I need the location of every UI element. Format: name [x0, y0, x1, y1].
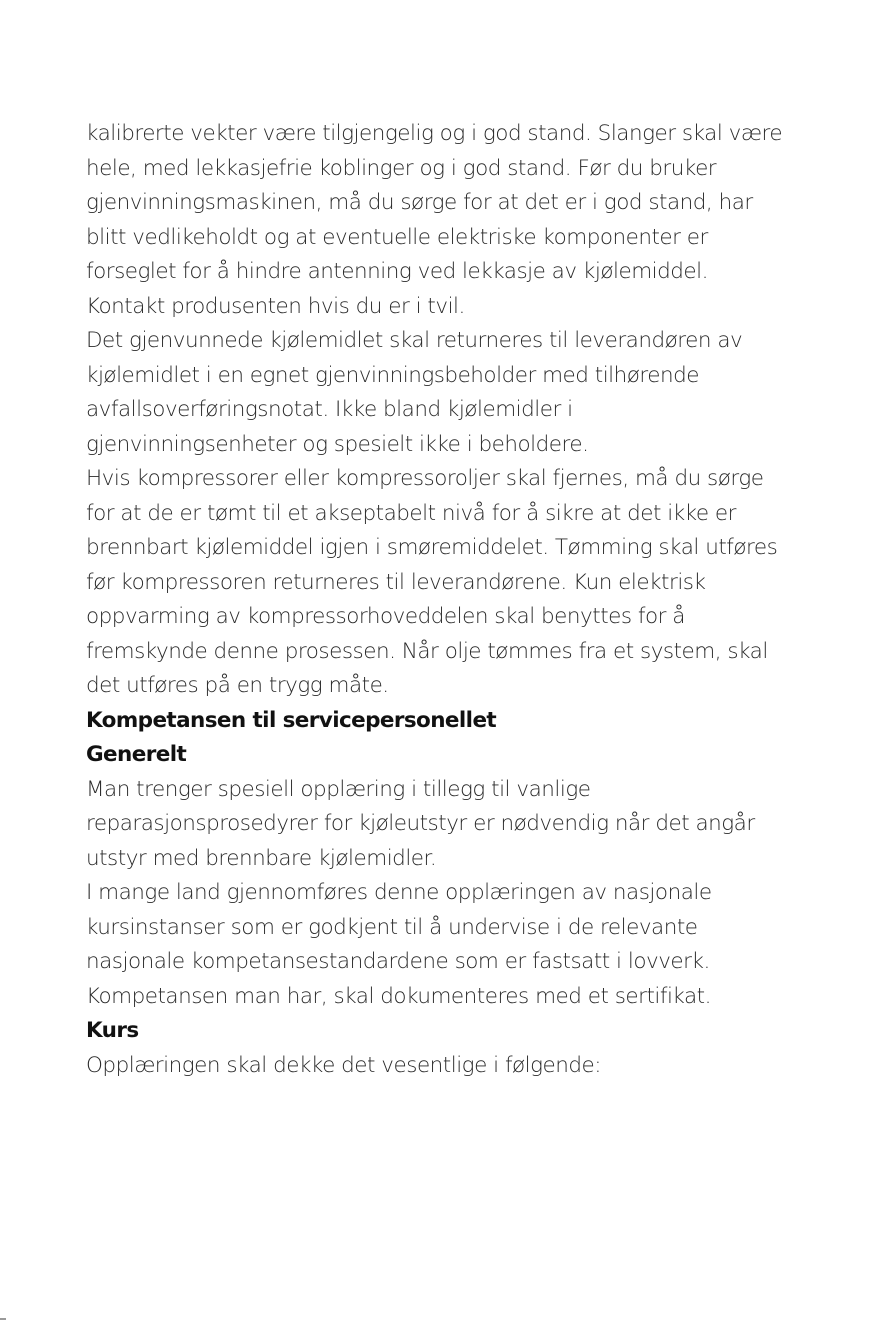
- paragraph-line: Opplæringen skal dekke det vesentlige i følgende:: [86, 1052, 602, 1078]
- paragraph-line: det utføres på en trygg måte.: [86, 673, 389, 698]
- paragraph-line: I mange land gjennomføres denne opplæringen av nasjonale: [86, 880, 712, 905]
- subsection-heading: Kurs: [86, 1018, 139, 1043]
- paragraph-line: Man trenger spesiell opplæring i tillegg til vanlige: [86, 776, 591, 802]
- paragraph-line: gjenvinningsenheter og spesielt ikke i beholdere.: [86, 431, 589, 457]
- paragraph-line: brennbart kjølemiddel igjen i smøremiddelet. Tømming skal utføres: [86, 535, 778, 560]
- paragraph-line: Kontakt produsenten hvis du er i tvil.: [86, 293, 465, 319]
- paragraph-line: for at de er tømt til et akseptabelt nivå for å sikre at det ikke er: [86, 500, 736, 526]
- paragraph-line: kjølemidlet i en egnet gjenvinningsbeholder med tilhørende: [86, 362, 700, 388]
- paragraph-line: hele, med lekkasjefrie koblinger og i god stand. Før du bruker: [86, 155, 717, 181]
- paragraph-line: fremskynde denne prosessen. Når olje tømmes fra et system, skal: [86, 638, 768, 664]
- paragraph-line: avfallsoverføringsnotat. Ikke bland kjølemidler i: [86, 397, 573, 422]
- paragraph-line: Det gjenvunnede kjølemidlet skal returneres til leverandøren av: [86, 328, 743, 353]
- paragraph-line: Hvis kompressorer eller kompressoroljer skal fjernes, må du sørge: [86, 466, 764, 491]
- subsection-heading: Generelt: [86, 742, 187, 767]
- paragraph-line: utstyr med brennbare kjølemidler.: [86, 845, 437, 871]
- document-body: [86, 117, 882, 1083]
- paragraph-line: kursinstanser som er godkjent til å undervise i de relevante: [86, 914, 698, 940]
- paragraph-line: forseglet for å hindre antenning ved lekkasje av kjølemiddel.: [86, 259, 708, 284]
- paragraph-line: Kompetansen man har, skal dokumenteres med et sertifikat.: [86, 983, 711, 1009]
- paragraph-line: gjenvinningsmaskinen, må du sørge for at det er i god stand, har: [86, 190, 753, 215]
- paragraph-line: før kompressoren returneres til leverandørene. Kun elektrisk: [86, 569, 706, 595]
- paragraph-line: blitt vedlikeholdt og at eventuelle elektriske komponenter er: [86, 224, 708, 250]
- page-edge-mark: [0, 1318, 6, 1320]
- paragraph-line: kalibrerte vekter være tilgjengelig og i god stand. Slanger skal være: [86, 121, 783, 146]
- paragraph-line: nasjonale kompetansestandardene som er fastsatt i lovverk.: [86, 949, 710, 974]
- section-heading: Kompetansen til servicepersonellet: [86, 707, 497, 733]
- paragraph-line: reparasjonsprosedyrer for kjøleutstyr er nødvendig når det angår: [86, 811, 755, 836]
- paragraph-line: oppvarming av kompressorhoveddelen skal benyttes for å: [86, 604, 685, 629]
